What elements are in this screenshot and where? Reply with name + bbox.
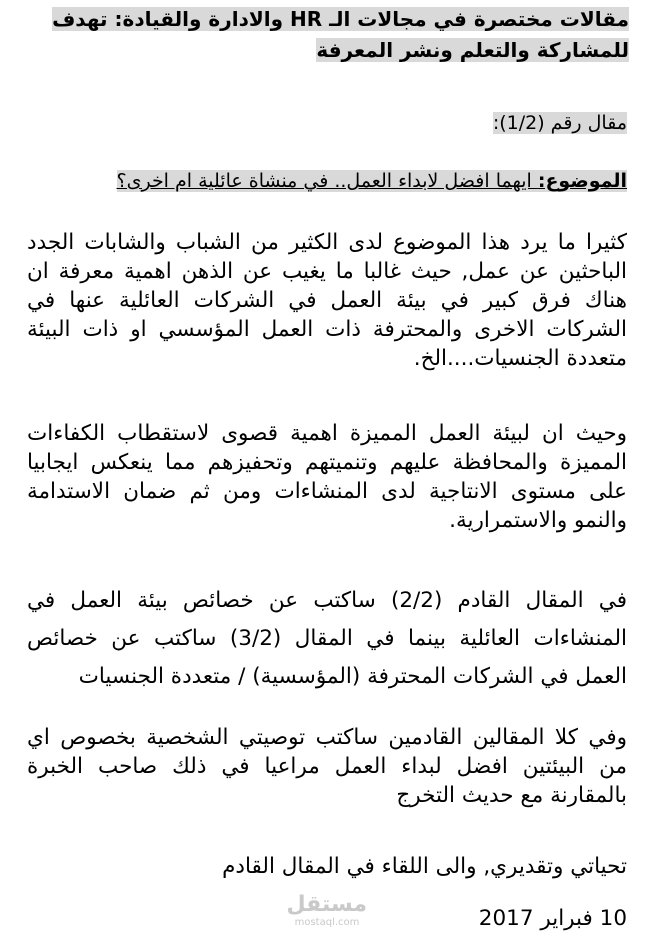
article-number — [493, 108, 627, 138]
subject-label: الموضوع: — [537, 170, 627, 192]
watermark-url: mostaql.com — [294, 917, 360, 928]
article-subject — [117, 166, 628, 196]
paragraph-recommendation: وفي كلا المقالين القادمين ساكتب توصيتي الشخصية بخصوص اي من البيئتين افضل لبداء العمل مراعيا في ذلك صاحب الخبرة بالمقارنة مع حديث التخرج — [27, 725, 627, 808]
subject-text: ايهما افضل لابداء العمل.. في منشاة عائلية ام اخرى؟ — [116, 170, 538, 192]
subject-highlight — [117, 170, 628, 192]
closing-line: تحياتي وتقديري, والى اللقاء في المقال القادم — [222, 854, 627, 879]
title-text: مقالات مختصرة في مجالات الـ HR والادارة والقيادة: تهدف للمشاركة والتعلم ونشر المعرفة — [52, 7, 629, 62]
paragraph-intro: كثيرا ما يرد هذا الموضوع لدى الكثير من الشباب والشابات الجدد الباحثين عن عمل, حيث غالبا ما يغيب عن الذهن اهمية معرفة ان هناك فرق كبير في بيئة العمل في الشركات العائلية عنها في الشركات الاخرى والمحترفة ذات العمل المؤسسي او ذات البيئة متعددة الجنسيات....الخ. — [27, 230, 627, 371]
mostaql-watermark — [287, 893, 367, 929]
article-number-text: مقال رقم (1/2): — [492, 112, 627, 134]
watermark-logo: مستقل — [286, 892, 367, 917]
paragraph-importance: وحيث ان لبيئة العمل المميزة اهمية قصوى لاستقطاب الكفاءات المميزة والمحافظة عليهم وتنميتهم وتحفيزهم مما ينعكس ايجابيا على مستوى الانتاجية لدى المنشاءات ومن ثم ضمان الاستدامة والنمو والاستمرارية. — [27, 421, 627, 533]
paragraph-next-articles: في المقال القادم (2/2) ساكتب عن خصائص بيئة العمل في المنشاءات العائلية بينما في المقال (3/2) ساكتب عن خصائص العمل في الشركات المحترفة (المؤسسية) / متعددة الجنسيات — [27, 588, 627, 689]
article-date: 10 فبراير 2017 — [478, 906, 627, 931]
page-title — [19, 4, 629, 66]
